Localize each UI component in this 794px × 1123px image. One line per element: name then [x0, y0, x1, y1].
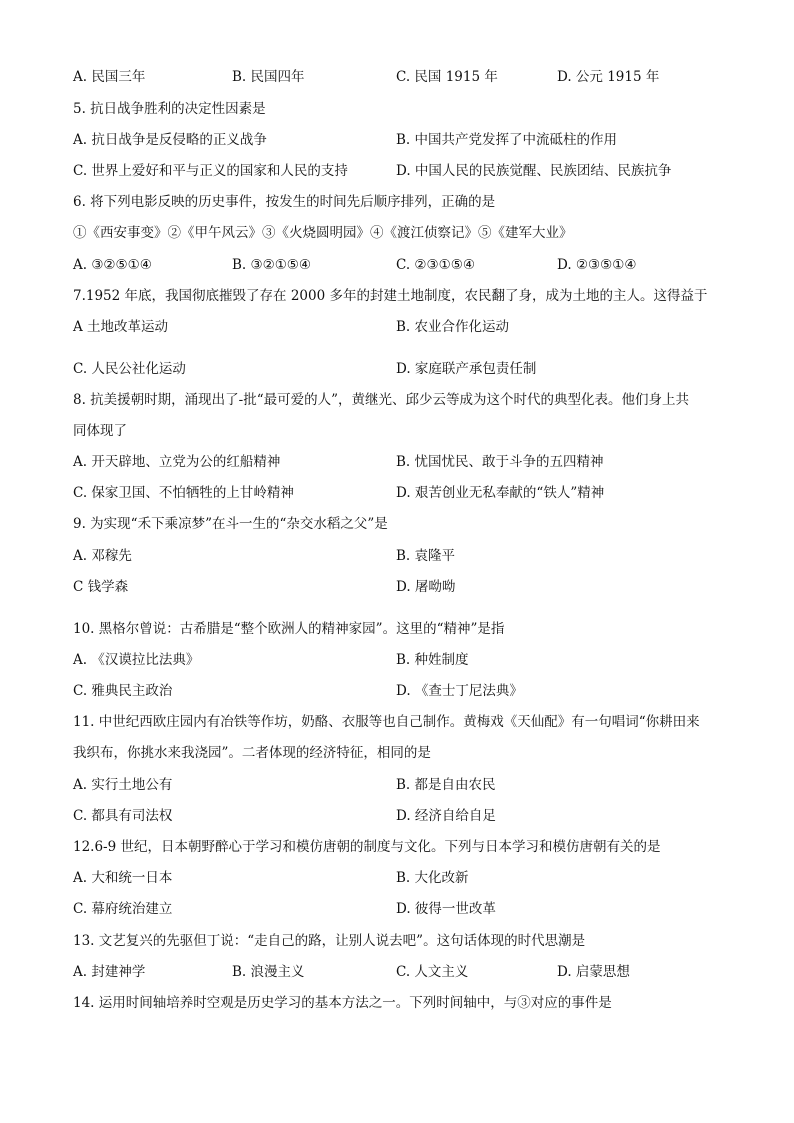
option-c[interactable]: C. 民国 1915 年: [396, 69, 498, 85]
question-13-stem: 13. 文艺复兴的先驱但丁说：“走自己的路，让别人说去吧”。这句话体现的时代思潮是: [73, 933, 586, 949]
q5-option-a[interactable]: A. 抗日战争是反侵略的正义战争: [73, 132, 267, 148]
q5-option-c[interactable]: C. 世界上爱好和平与正义的国家和人民的支持: [73, 163, 348, 179]
question-6-items: ①《西安事变》②《甲午风云》③《火烧圆明园》④《渡江侦察记》⑤《建军大业》: [73, 225, 573, 241]
q11-option-b[interactable]: B. 都是自由农民: [396, 777, 496, 793]
q11-option-c[interactable]: C. 都具有司法权: [73, 808, 173, 824]
question-12-stem: 12.6-9 世纪，日本朝野醉心于学习和模仿唐朝的制度与文化。下列与日本学习和模仿唐朝有关的是: [73, 839, 661, 855]
q12-option-c[interactable]: C. 幕府统治建立: [73, 901, 173, 917]
question-14-stem: 14. 运用时间轴培养时空观是历史学习的基本方法之一。下列时间轴中，与③对应的事件是: [73, 995, 612, 1011]
option-d[interactable]: D. 公元 1915 年: [557, 69, 660, 85]
q13-option-a[interactable]: A. 封建神学: [73, 964, 146, 980]
q7-option-a[interactable]: A 土地改革运动: [73, 319, 169, 335]
question-5-stem: 5. 抗日战争胜利的决定性因素是: [73, 101, 266, 117]
q8-option-c[interactable]: C. 保家卫国、不怕牺牲的上甘岭精神: [73, 485, 294, 501]
q9-option-a[interactable]: A. 邓稼先: [73, 548, 132, 564]
q13-option-c[interactable]: C. 人文主义: [396, 964, 469, 980]
q9-option-c[interactable]: C 钱学森: [73, 579, 129, 595]
q13-option-b[interactable]: B. 浪漫主义: [232, 964, 305, 980]
question-11-stem-line-1: 11. 中世纪西欧庄园内有冶铁等作坊，奶酪、衣服等也自己制作。黄梅戏《天仙配》有一句唱词“你耕田来: [73, 714, 700, 730]
option-b[interactable]: B. 民国四年: [232, 69, 305, 85]
question-8-stem-line-1: 8. 抗美援朝时期，涌现出了-批“最可爱的人”，黄继光、邱少云等成为这个时代的典型化表。他们身上共: [73, 392, 690, 408]
question-11-stem-line-2: 我织布，你挑水来我浇园”。二者体现的经济特征，相同的是: [73, 745, 431, 761]
question-8-stem-line-2: 同体现了: [73, 423, 127, 439]
q13-option-d[interactable]: D. 启蒙思想: [557, 964, 630, 980]
q12-option-b[interactable]: B. 大化改新: [396, 870, 469, 886]
q7-option-b[interactable]: B. 农业合作化运动: [396, 319, 510, 335]
q12-option-a[interactable]: A. 大和统一日本: [73, 870, 173, 886]
q12-option-d[interactable]: D. 彼得一世改革: [396, 901, 496, 917]
q6-option-d[interactable]: D. ②③⑤①④: [557, 257, 637, 273]
q10-option-b[interactable]: B. 种姓制度: [396, 652, 469, 668]
q5-option-b[interactable]: B. 中国共产党发挥了中流砥柱的作用: [396, 132, 618, 148]
question-9-stem: 9. 为实现“禾下乘凉梦”在斗一生的“杂交水稻之父”是: [73, 516, 388, 532]
q6-option-c[interactable]: C. ②③①⑤④: [396, 257, 475, 273]
q6-option-b[interactable]: B. ③②①⑤④: [232, 257, 312, 273]
q9-option-d[interactable]: D. 屠呦呦: [396, 579, 456, 595]
q9-option-b[interactable]: B. 袁隆平: [396, 548, 456, 564]
q7-option-d[interactable]: D. 家庭联产承包责任制: [396, 361, 537, 377]
q6-option-a[interactable]: A. ③②⑤①④: [73, 257, 152, 273]
q10-option-c[interactable]: C. 雅典民主政治: [73, 683, 173, 699]
q5-option-d[interactable]: D. 中国人民的民族觉醒、民族团结、民族抗争: [396, 163, 672, 179]
q10-option-d[interactable]: D. 《查士丁尼法典》: [396, 683, 523, 699]
question-7-stem: 7.1952 年底，我国彻底摧毁了存在 2000 多年的封建土地制度，农民翻了身，成为土地的主人。这得益于: [73, 288, 708, 304]
q11-option-d[interactable]: D. 经济自给自足: [396, 808, 496, 824]
q7-option-c[interactable]: C. 人民公社化运动: [73, 361, 186, 377]
q8-option-a[interactable]: A. 开天辟地、立党为公的红船精神: [73, 454, 281, 470]
question-10-stem: 10. 黑格尔曾说：古希腊是“整个欧洲人的精神家园”。这里的“精神”是指: [73, 621, 505, 637]
q11-option-a[interactable]: A. 实行土地公有: [73, 777, 173, 793]
q10-option-a[interactable]: A. 《汉谟拉比法典》: [73, 652, 200, 668]
question-6-stem: 6. 将下列电影反映的历史事件，按发生的时间先后顺序排列，正确的是: [73, 194, 496, 210]
q8-option-d[interactable]: D. 艰苦创业无私奉献的“铁人”精神: [396, 485, 605, 501]
q8-option-b[interactable]: B. 忧国忧民、敢于斗争的五四精神: [396, 454, 604, 470]
option-a[interactable]: A. 民国三年: [73, 69, 146, 85]
